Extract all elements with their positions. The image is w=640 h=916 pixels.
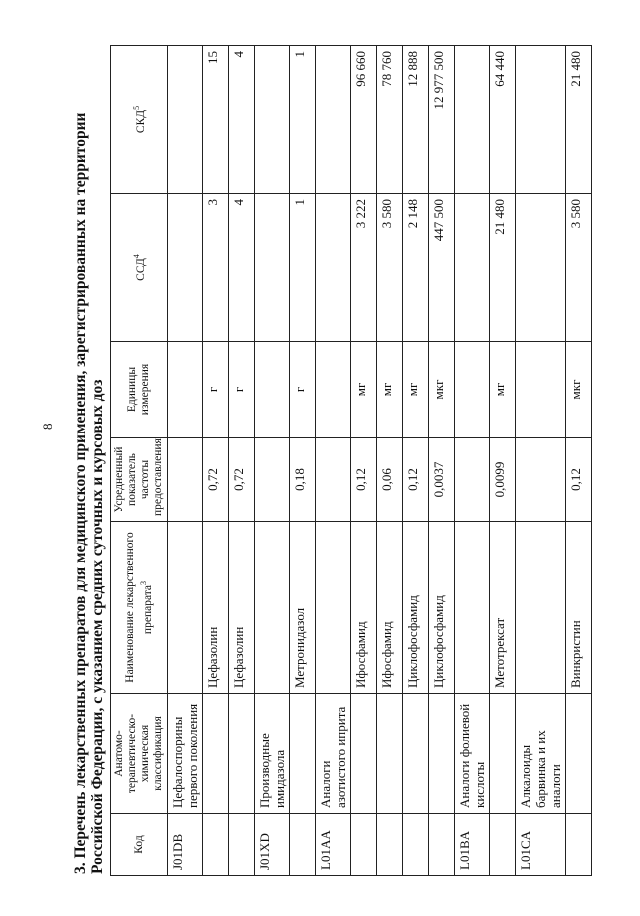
cell-name <box>455 522 490 694</box>
table-row <box>168 46 203 876</box>
cell-skd: 12 888 <box>403 46 429 194</box>
table-row <box>229 46 255 876</box>
table-row <box>377 46 403 876</box>
cell-ssd: 447 500 <box>429 194 455 342</box>
cell-name: Метронидазол <box>290 522 316 694</box>
cell-frequency: 0,12 <box>566 438 592 522</box>
cell-ssd: 3 580 <box>566 194 592 342</box>
table-row <box>490 46 516 876</box>
cell-atc: Производные имидазола <box>255 694 290 814</box>
cell-frequency: 0,0037 <box>429 438 455 522</box>
cell-name <box>316 522 351 694</box>
cell-skd <box>255 46 290 194</box>
cell-code <box>566 814 592 876</box>
cell-name: Ифосфамид <box>351 522 377 694</box>
cell-ssd <box>516 194 566 342</box>
cell-name <box>516 522 566 694</box>
cell-atc: Цефалоспорины первого поколения <box>168 694 203 814</box>
cell-frequency <box>255 438 290 522</box>
cell-unit <box>455 342 490 438</box>
cell-ssd <box>455 194 490 342</box>
cell-skd: 21 480 <box>566 46 592 194</box>
cell-atc <box>351 694 377 814</box>
cell-ssd: 2 148 <box>403 194 429 342</box>
cell-ssd <box>316 194 351 342</box>
cell-name <box>168 522 203 694</box>
cell-frequency <box>168 438 203 522</box>
cell-unit: мг <box>377 342 403 438</box>
cell-atc: Аналоги фолиевой кислоты <box>455 694 490 814</box>
cell-skd <box>516 46 566 194</box>
cell-skd: 15 <box>203 46 229 194</box>
drug-table <box>110 45 592 876</box>
cell-unit: мкг <box>429 342 455 438</box>
cell-code: L01AA <box>316 814 351 876</box>
cell-unit: г <box>229 342 255 438</box>
cell-ssd <box>255 194 290 342</box>
cell-frequency: 0,18 <box>290 438 316 522</box>
cell-atc: Аналоги азотистого иприта <box>316 694 351 814</box>
cell-code: L01CA <box>516 814 566 876</box>
cell-code <box>490 814 516 876</box>
header-frequency: Усредненный показатель частоты предоставления <box>111 438 168 522</box>
cell-skd: 4 <box>229 46 255 194</box>
cell-atc: Алкалоиды барвинка и их аналоги <box>516 694 566 814</box>
cell-code <box>229 814 255 876</box>
table-row <box>290 46 316 876</box>
cell-atc <box>203 694 229 814</box>
cell-ssd: 1 <box>290 194 316 342</box>
cell-unit <box>316 342 351 438</box>
cell-frequency: 0,0099 <box>490 438 516 522</box>
cell-atc <box>566 694 592 814</box>
table-row <box>203 46 229 876</box>
cell-unit: г <box>203 342 229 438</box>
cell-atc <box>490 694 516 814</box>
table-row <box>429 46 455 876</box>
cell-skd: 96 660 <box>351 46 377 194</box>
cell-name: Цефазолин <box>203 522 229 694</box>
table-row <box>316 46 351 876</box>
section-heading <box>72 46 106 874</box>
cell-code <box>429 814 455 876</box>
table-row <box>455 46 490 876</box>
rotated-page-content <box>72 46 632 876</box>
cell-code: J01DB <box>168 814 203 876</box>
cell-name: Метотрексат <box>490 522 516 694</box>
cell-name: Винкристин <box>566 522 592 694</box>
cell-unit <box>168 342 203 438</box>
cell-atc <box>290 694 316 814</box>
header-atc: Анатомо-терапевтическо-химическая классификация <box>111 694 168 814</box>
cell-atc <box>403 694 429 814</box>
cell-skd: 1 <box>290 46 316 194</box>
cell-frequency: 0,72 <box>229 438 255 522</box>
cell-ssd: 21 480 <box>490 194 516 342</box>
cell-skd <box>455 46 490 194</box>
cell-unit: мг <box>490 342 516 438</box>
cell-name: Ифосфамид <box>377 522 403 694</box>
cell-frequency: 0,12 <box>351 438 377 522</box>
table-row <box>566 46 592 876</box>
cell-unit <box>255 342 290 438</box>
table-header-row <box>111 46 168 876</box>
cell-code <box>377 814 403 876</box>
table-row <box>516 46 566 876</box>
cell-code <box>290 814 316 876</box>
cell-skd: 78 760 <box>377 46 403 194</box>
cell-unit: мг <box>403 342 429 438</box>
cell-name: Циклофосфамид <box>403 522 429 694</box>
cell-frequency: 0,72 <box>203 438 229 522</box>
heading-line-2: Российской Федерации, с указанием средних суточных и курсовых доз <box>89 379 106 874</box>
cell-skd <box>316 46 351 194</box>
table-row <box>351 46 377 876</box>
cell-ssd: 3 580 <box>377 194 403 342</box>
cell-atc <box>229 694 255 814</box>
cell-code: J01XD <box>255 814 290 876</box>
cell-name <box>255 522 290 694</box>
table-row <box>255 46 290 876</box>
cell-skd <box>168 46 203 194</box>
cell-frequency <box>455 438 490 522</box>
cell-name: Циклофосфамид <box>429 522 455 694</box>
cell-ssd: 3 <box>203 194 229 342</box>
cell-atc <box>429 694 455 814</box>
heading-line-1: 3. Перечень лекарственных препаратов для медицинского применения, зарегистрированных на территории <box>72 112 89 874</box>
header-name: Наименование лекарственного препарата$^3$ <box>111 522 168 694</box>
cell-unit: г <box>290 342 316 438</box>
header-code: Код <box>111 814 168 876</box>
header-ssd: ССД$^4$ <box>111 194 168 342</box>
cell-atc <box>377 694 403 814</box>
cell-ssd: 4 <box>229 194 255 342</box>
cell-ssd: 3 222 <box>351 194 377 342</box>
cell-code <box>203 814 229 876</box>
cell-code: L01BA <box>455 814 490 876</box>
cell-code <box>403 814 429 876</box>
cell-unit: мг <box>351 342 377 438</box>
cell-code <box>351 814 377 876</box>
cell-name: Цефазолин <box>229 522 255 694</box>
header-unit: Единицы измерения <box>111 342 168 438</box>
page-number: 8 <box>40 423 55 430</box>
cell-frequency <box>516 438 566 522</box>
cell-frequency: 0,06 <box>377 438 403 522</box>
cell-skd: 12 977 500 <box>429 46 455 194</box>
cell-frequency <box>316 438 351 522</box>
cell-ssd <box>168 194 203 342</box>
table-row <box>403 46 429 876</box>
cell-unit <box>516 342 566 438</box>
cell-frequency: 0,12 <box>403 438 429 522</box>
cell-unit: мкг <box>566 342 592 438</box>
cell-skd: 64 440 <box>490 46 516 194</box>
header-skd: СКД$^5$ <box>111 46 168 194</box>
